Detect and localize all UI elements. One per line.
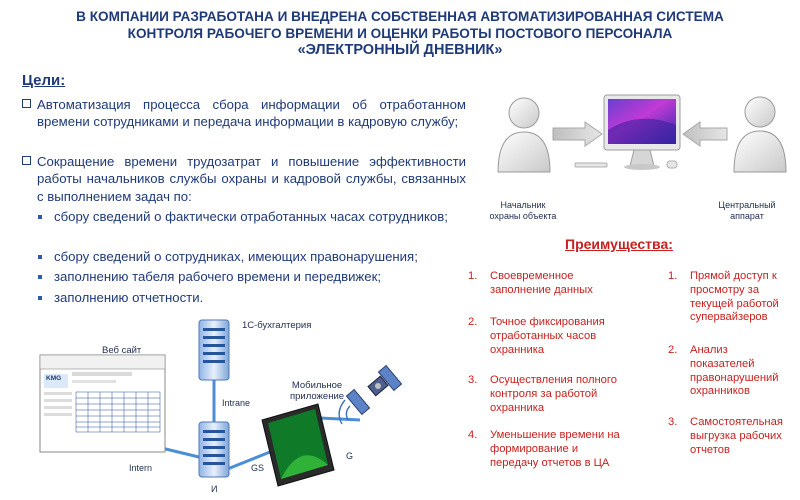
- label-web-site: Веб сайт: [102, 345, 142, 356]
- tablet-icon: [262, 404, 334, 486]
- advantage-left-3: 3. Осуществления полного контроля за работой охранника: [468, 374, 617, 414]
- person-icon-left: [498, 98, 550, 172]
- advantage-left-2: 2. Точное фиксирования отработанных часов охранника: [468, 316, 605, 356]
- goal-text-2: Сокращение времени трудозатрат и повышение эффективности работы начальников службы охраны и кадровой службы, связанных с выполнением задач по:: [37, 154, 466, 204]
- goal-text-1: Автоматизация процесса сбора информации об отработанном времени сотрудниками и передача информации в кадровую службу;: [37, 97, 466, 130]
- label-mobile-app: Мобильное приложение: [290, 380, 345, 402]
- title-line-1: В КОМПАНИИ РАЗРАБОТАНА И ВНЕДРЕНА СОБСТВЕННАЯ АВТОМАТИЗИРОВАННАЯ СИСТЕМА: [76, 9, 724, 24]
- advantage-left-1: 1. Своевременное заполнение данных: [468, 270, 593, 296]
- goal-subitem-4: заполнению отчетности.: [38, 289, 458, 306]
- advantage-right-2: 2. Анализ показателей правонарушений охранников: [668, 344, 779, 398]
- caption-security-head: Начальник охраны объекта: [489, 200, 557, 221]
- goal-subitem-1: сбору сведений о фактически отработанных часах сотрудников;: [38, 208, 458, 225]
- arrow-right-icon: [553, 122, 602, 146]
- goal-subitem-2: сбору сведений о сотрудниках, имеющих правонарушения;: [38, 248, 458, 265]
- title-line-3: «ЭЛЕКТРОННЫЙ ДНЕВНИК»: [297, 42, 503, 58]
- label-internet: Intern: [129, 463, 153, 473]
- caption-central-office: Центральный аппарат: [718, 200, 776, 221]
- label-accounting: 1С-бухгалтерия: [242, 320, 312, 331]
- arrow-left-icon: [683, 122, 727, 146]
- advantages-heading: Преимущества:: [565, 236, 673, 252]
- title-line-2: КОНТРОЛЯ РАБОЧЕГО ВРЕМЕНИ И ОЦЕНКИ РАБОТЫ ПОСТОВОГО ПЕРСОНАЛА: [127, 26, 673, 41]
- label-i: И: [211, 484, 218, 494]
- satellite-icon: [346, 366, 401, 415]
- advantage-right-3: 3. Самостоятельная выгрузка рабочих отчетов: [668, 416, 783, 456]
- label-gs: GS: [251, 463, 265, 473]
- server-icon-main: [199, 422, 229, 477]
- website-logo: KMG: [46, 375, 62, 382]
- label-g: G: [346, 451, 354, 461]
- advantage-left-4: 4. Уменьшение времени на формирование и передачу отчетов в ЦА: [468, 429, 620, 469]
- label-intranet: Intrane: [222, 398, 251, 408]
- website-window: [40, 355, 165, 452]
- goals-heading: Цели:: [22, 72, 66, 89]
- person-icon-right: [734, 97, 786, 172]
- advantage-right-1: 1. Прямой доступ к просмотру за текущей работой супервайзеров: [668, 270, 779, 324]
- goal-subitem-3: заполнению табеля рабочего времени и передвижек;: [38, 268, 458, 285]
- server-icon-accounting: [199, 320, 229, 380]
